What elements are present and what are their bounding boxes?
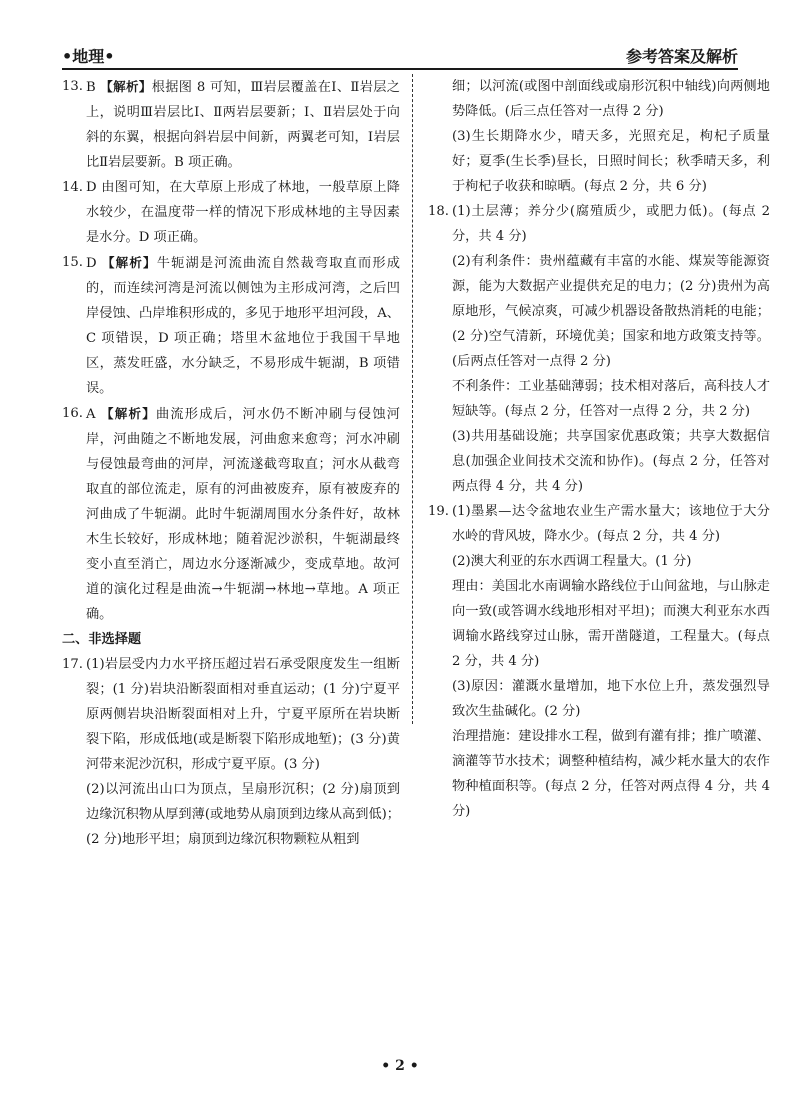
question-number: 19. <box>428 504 449 519</box>
page-number: • 2 • <box>381 1058 419 1074</box>
answer-part-1: (1)土层薄；养分少(腐殖质少，或肥力低)。(每点 2 分，共 4 分) <box>452 204 770 244</box>
answer-15 <box>62 250 400 401</box>
answer-part-2: (2)澳大利亚的东水西调工程量大。(1 分) <box>452 554 692 569</box>
answer-part-1: (1)墨累—达令盆地农业生产需水量大；该地位于大分水岭的背风坡，降水少。(每点 2 分，共 4 分) <box>452 504 770 544</box>
column-divider <box>412 74 413 724</box>
answer-letter: A <box>86 407 96 422</box>
answer-part-3: (3)生长期降水少，晴天多，光照充足，枸杞子质量好；夏季(生长季)昼长，日照时间长；秋季晴天多，利于枸杞子收获和晾晒。(每点 2 分，共 6 分) <box>452 129 770 194</box>
question-number: 15. <box>62 255 83 270</box>
answer-part-2-cont: 细；以河流(或图中剖面线或扇形沉积中轴线)向两侧地势降低。(后三点任答对一点得 2 分) <box>452 79 770 119</box>
answer-14 <box>62 175 400 250</box>
analysis-tag: 【解析】 <box>100 406 156 421</box>
right-column <box>428 74 770 824</box>
answer-letter: D <box>86 256 97 271</box>
page-header <box>62 44 738 70</box>
answer-part-3: (3)原因：灌溉水量增加，地下水位上升，蒸发强烈导致次生盐碱化。(2 分) <box>452 679 770 719</box>
answer-13 <box>62 74 400 175</box>
analysis-text: 牛轭湖是河流曲流自然裁弯取直而形成的，而连续河湾是河流以侧蚀为主形成河湾，之后凹岸侵蚀、凸岸堆积形成的，多见于地形平坦河段，A、C 项错误，D 项正确；塔里木盆地位于我国干旱地区，蒸发旺盛，水分缺乏，不易形成牛轭湖，B 项错误。 <box>86 256 400 396</box>
section-title: 参考答案及解析 <box>625 47 738 66</box>
question-number: 18. <box>428 204 449 219</box>
answer-part-2: (2)有利条件：贵州蕴藏有丰富的水能、煤炭等能源资源，能为大数据产业提供充足的电力；(2 分)贵州为高原地形，气候凉爽，可减少机器设备散热消耗的电能；(2 分)空气清新，环境优美；国家和地方政策支持等。(后两点任答对一点得 2 分) <box>452 254 770 369</box>
answer-17 <box>62 652 400 852</box>
answer-part-3: (3)共用基础设施；共享国家优惠政策；共享大数据信息(加强企业间技术交流和协作)。(每点 2 分，任答对两点得 4 分，共 4 分) <box>452 429 770 494</box>
answer-16 <box>62 401 400 627</box>
answer-part-3-measures: 治理措施：建设排水工程，做到有灌有排；推广喷灌、滴灌等节水技术；调整种植结构，减少耗水量大的农作物种植面积等。(每点 2 分，任答对两点得 4 分，共 4 分) <box>452 729 770 819</box>
question-number: 16. <box>62 406 83 421</box>
analysis-text: 由图可知，在大草原上形成了林地，一般草原上降水较少，在温度带一样的情况下形成林地的主导因素是水分。D 项正确。 <box>86 180 400 245</box>
answer-19 <box>428 499 770 824</box>
subject-label: •地理• <box>62 47 115 66</box>
answer-part-1: (1)岩层受内力水平挤压超过岩石承受限度发生一组断裂；(1 分)岩块沿断裂面相对垂直运动；(1 分)宁夏平原两侧岩块沿断裂面相对上升，宁夏平原所在岩块断裂下陷，形成低地(或是断裂下陷形成地堑)；(3 分)黄河带来泥沙沉积，形成宁夏平原。(3 分) <box>86 657 400 772</box>
question-number: 17. <box>62 657 83 672</box>
left-column <box>62 74 400 852</box>
question-number: 14. <box>62 180 83 195</box>
answer-18 <box>428 199 770 499</box>
question-number: 13. <box>62 79 83 94</box>
analysis-tag: 【解析】 <box>100 79 152 94</box>
analysis-tag: 【解析】 <box>101 255 157 270</box>
answer-letter: D <box>86 180 97 195</box>
analysis-text: 曲流形成后，河水仍不断冲刷与侵蚀河岸，河曲随之不断地发展，河曲愈来愈弯；河水冲刷与侵蚀最弯曲的河岸，河流遂截弯取直；河水从截弯取直的部位流走，原有的河曲被废弃，原有被废弃的河曲成了牛轭湖。此时牛轭湖周围水分条件好，故林木生长较好，形成林地；随着泥沙淤积，牛轭湖最终变小直至消亡，周边水分逐渐减少，变成草地。故河道的演化过程是曲流→牛轭湖→林地→草地。A 项正确。 <box>86 407 400 622</box>
section-heading: 二、非选择题 <box>62 632 142 647</box>
analysis-text: 根据图 8 可知，Ⅲ岩层覆盖在Ⅰ、Ⅱ岩层之上，说明Ⅲ岩层比Ⅰ、Ⅱ两岩层要新；Ⅰ、Ⅱ岩层处于向斜的东翼，根据向斜岩层中间新，两翼老可知，Ⅰ岩层比Ⅱ岩层要新。B 项正确。 <box>86 80 400 170</box>
answer-letter: B <box>86 80 96 95</box>
answer-part-2: (2)以河流出山口为顶点，呈扇形沉积；(2 分)扇顶到边缘沉积物从厚到薄(或地势从扇顶到边缘从高到低)；(2 分)地形平坦；扇顶到边缘沉积物颗粒从粗到 <box>86 782 400 847</box>
answer-17-continued <box>428 74 770 199</box>
answer-part-2-reason: 理由：美国北水南调输水路线位于山间盆地，与山脉走向一致(或答调水线地形相对平坦)；而澳大利亚东水西调输水路线穿过山脉，需开凿隧道，工程量大。(每点 2 分，共 4 分) <box>452 579 770 669</box>
answer-part-2b: 不利条件：工业基础薄弱；技术相对落后，高科技人才短缺等。(每点 2 分，任答对一点得 2 分，共 2 分) <box>452 379 770 419</box>
